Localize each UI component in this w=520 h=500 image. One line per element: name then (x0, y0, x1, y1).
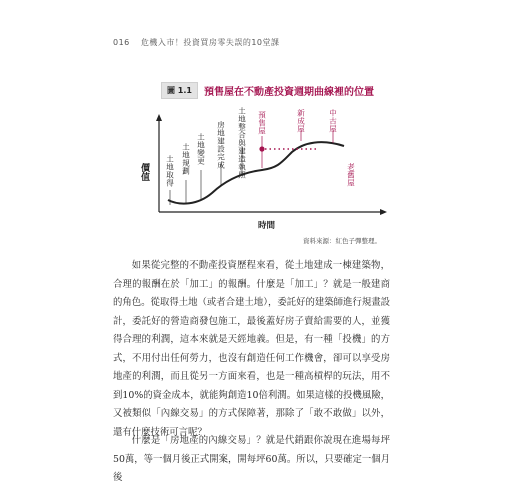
y-axis-arrow (156, 114, 162, 121)
stage-label-land-integration-permit: 土地整合與建造執照 (237, 107, 247, 179)
stage-label-new-house: 新成屋 (296, 109, 306, 133)
stage-label-old-house: 老舊屋 (346, 163, 356, 187)
page-number: 016 (113, 38, 130, 47)
x-axis-label: 時間 (258, 221, 276, 231)
stage-label-land-planning: 土地規劃 (181, 143, 191, 175)
y-axis-label: 價值 (139, 163, 149, 181)
figure-number: 圖 1.1 (161, 82, 198, 99)
body-paragraph-2: 什麼是「房地產的內線交易」？就是代銷跟你說現在進場每坪50萬，等一個月後正式開案，開每坪60萬。所以，只要確定一個月後 (113, 435, 390, 483)
body-paragraph-1: 如果從完整的不動產投資歷程來看，從土地建成一棟建築物，合理的報酬在於「加工」的報酬。什麼是「加工」？就是一般建商的角色。從取得土地（或者合建土地），委託好的建築師進行規畫設計，委託好的營造商發包施工，最後蓋好房子賣給需要的人，並獲得合理的利潤，這本來就是天經地義。但是，有一種「投機」的方式，不用付出任何勞力，也沒有創造任何工作機會，卻可以享受房地產的利潤，而且從另一方面來看，也是一種高槓桿的玩法，用不到10%的資金成本，就能夠創造10倍利潤。如果這樣的投機風險，又被類似「內線交易」的方式保障著，那除了「敢不敢做」以外，還有什麼技術可言呢？ (113, 260, 390, 438)
book-title: 危機入市！投資買房零失誤的10堂課 (140, 38, 280, 47)
figure-source: 資料來源：紅色子彈整理。 (303, 237, 381, 245)
stage-label-land-acquisition: 土地取得 (165, 155, 175, 187)
stage-label-construction-complete: 房地建設完成 (216, 121, 226, 169)
cycle-curve (165, 142, 344, 203)
x-axis-arrow (380, 209, 387, 215)
figure-title: 預售屋在不動產投資週期曲線裡的位置 (203, 87, 374, 98)
stage-label-used-house: 中古屋 (328, 109, 338, 133)
stage-label-presale: 預售屋 (257, 111, 267, 135)
stage-label-land-change: 土地變更 (196, 133, 206, 165)
